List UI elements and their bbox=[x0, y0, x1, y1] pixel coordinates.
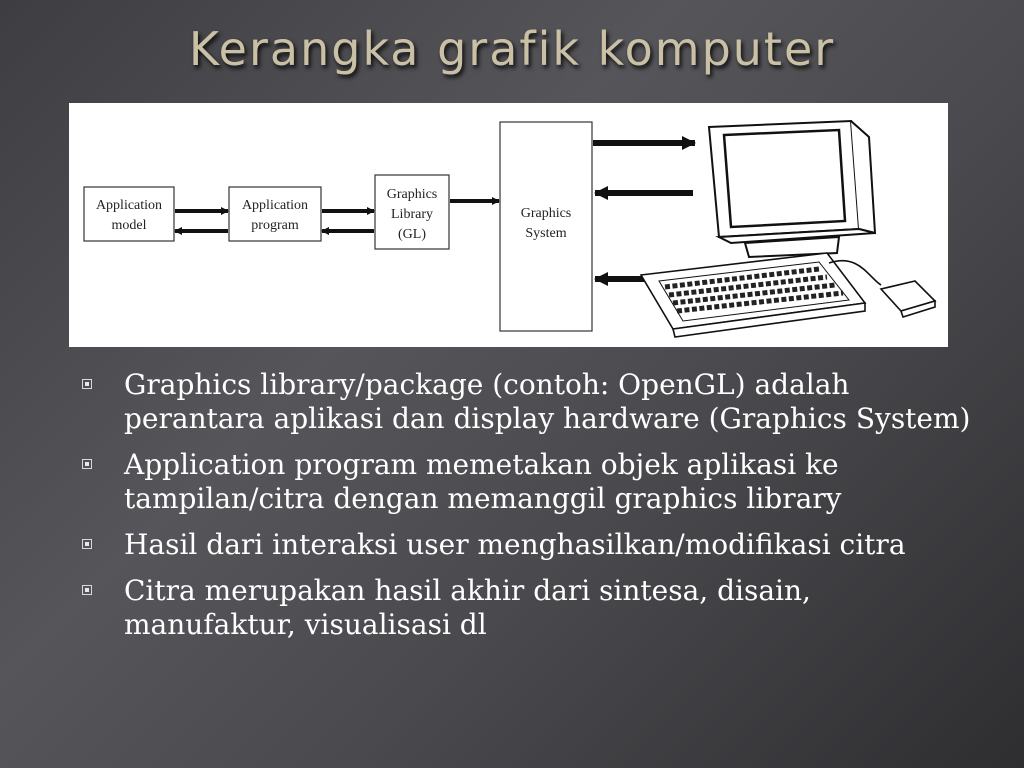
graphics-library-label-2: Library bbox=[391, 207, 433, 222]
application-model-label-1: Application bbox=[95, 198, 163, 213]
application-model-label-2: model bbox=[111, 218, 147, 233]
square-bullet-icon bbox=[82, 539, 92, 549]
graphics-library-label-3: (GL) bbox=[398, 227, 426, 242]
graphics-system-box bbox=[500, 122, 592, 331]
bullet-item bbox=[80, 448, 980, 516]
square-bullet-icon bbox=[82, 379, 92, 389]
bullet-text: Citra merupakan hasil akhir dari sintesa, disain, manufaktur, visualisasi dl bbox=[124, 574, 811, 641]
keyboard-icon bbox=[641, 253, 865, 337]
bullet-text: Application program memetakan objek aplikasi ke tampilan/citra dengan memanggil graphics library bbox=[124, 448, 842, 515]
slide-title: Kerangka grafik komputer bbox=[188, 22, 836, 76]
application-model-box bbox=[84, 187, 174, 241]
bullet-text: Graphics library/package (contoh: OpenGL) adalah perantara aplikasi dan display hardware (Graphics System) bbox=[124, 368, 971, 435]
bullet-text: Hasil dari interaksi user menghasilkan/modifikasi citra bbox=[124, 528, 906, 561]
square-bullet-icon bbox=[82, 459, 92, 469]
graphics-library-label-1: Graphics bbox=[386, 187, 438, 202]
hardware-arrows bbox=[593, 143, 695, 279]
bullet-item bbox=[80, 528, 980, 562]
graphics-library-box bbox=[375, 175, 449, 249]
graphics-system-label-2: System bbox=[525, 226, 567, 241]
application-program-label-1: Application bbox=[241, 198, 309, 213]
application-program-label-2: program bbox=[251, 218, 299, 233]
square-bullet-icon bbox=[82, 585, 92, 595]
application-program-box bbox=[229, 187, 321, 241]
graphics-system-label-1: Graphics bbox=[520, 206, 572, 221]
bullet-item bbox=[80, 574, 980, 642]
flow-arrows bbox=[175, 201, 499, 231]
bullet-list bbox=[80, 368, 980, 654]
graphics-framework-diagram bbox=[69, 103, 948, 347]
bullet-item bbox=[80, 368, 980, 436]
monitor-icon bbox=[709, 121, 875, 257]
